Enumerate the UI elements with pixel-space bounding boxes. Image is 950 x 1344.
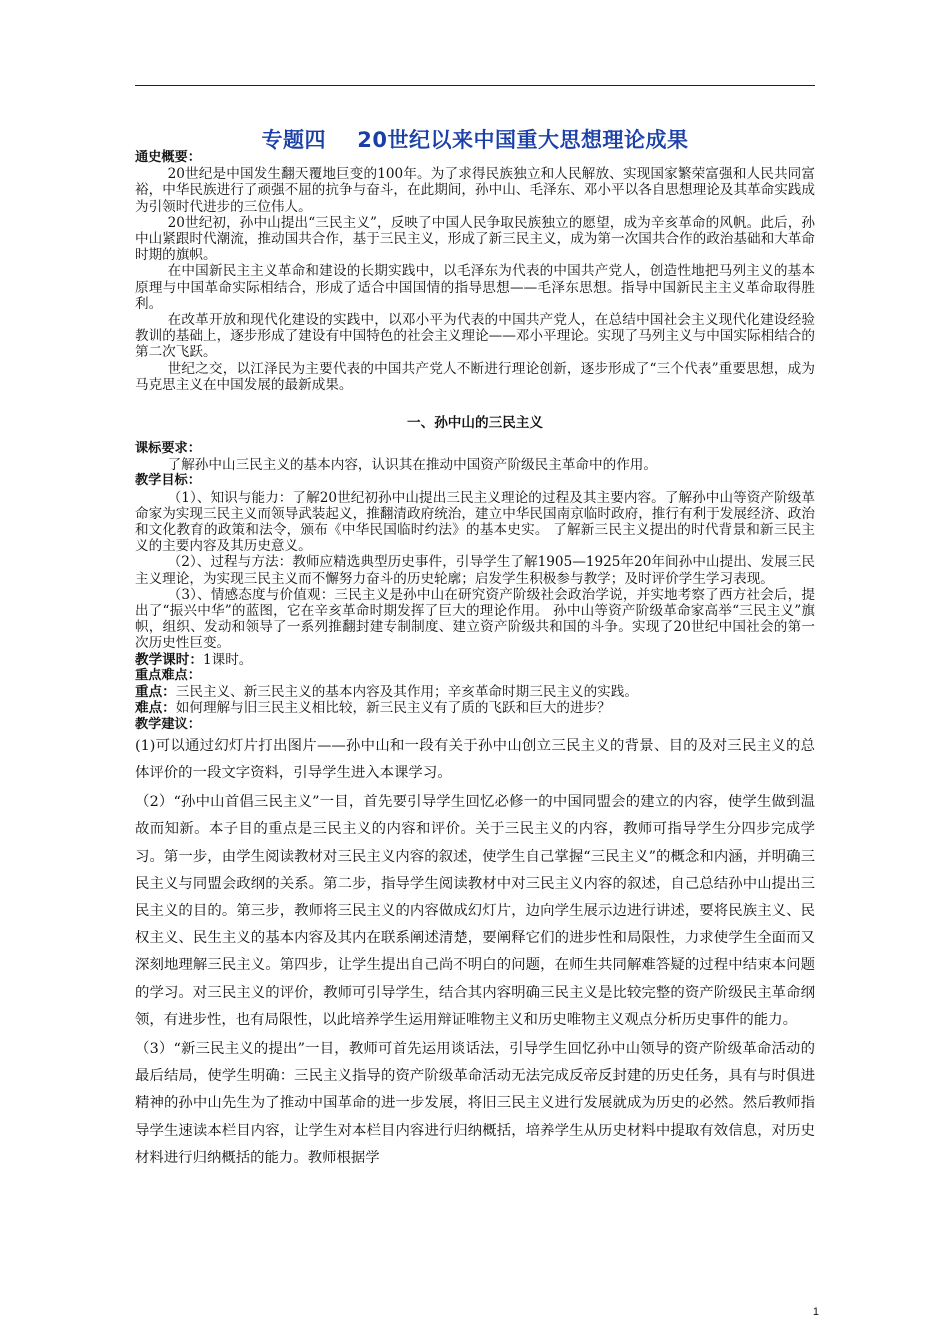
overview-paragraph: 20世纪是中国发生翻天覆地巨变的100年。为了求得民族独立和人民解放、实现国家繁荣富强和人民共同富裕，中华民族进行了顽强不屈的抗争与奋斗，在此期间，孙中山、毛泽东、邓小平以各自思想理论及其革命实践成为引领时代进步的三位伟人。: [135, 166, 815, 215]
header-rule: [135, 85, 815, 86]
key-point: [135, 684, 815, 700]
difficulty-text: 如何理解与旧三民主义相比较，新三民主义有了质的飞跃和巨大的进步？: [175, 700, 611, 717]
page-title: 专题四 20世纪以来中国重大思想理论成果: [261, 128, 689, 152]
suggestions-label: 教学建议：: [135, 716, 201, 732]
curriculum-section: [135, 457, 815, 473]
key-text: 三民主义、新三民主义的基本内容及其作用；辛亥革命时期三民主义的实践。: [175, 684, 638, 701]
suggestion-paragraph: (1)可以通过幻灯片打出图片——孙中山和一段有关于孙中山创立三民主义的背景、目的及对三民主义的总体评价的一段文字资料，引导学生进入本课学习。: [135, 737, 815, 781]
difficulty-label: 难点：: [135, 700, 176, 717]
goal-paragraph: （2）、过程与方法：教师应精选典型历史事件，引导学生了解1905—1925年20年间孙中山提出、发展三民主义理论，为实现三民主义而不懈努力奋斗的历史轮廓；启发学生积极参与教学；及时评价学生学习表现。: [135, 554, 815, 587]
document-body: [135, 150, 815, 1174]
goal-paragraph: （3）、情感态度与价值观：三民主义是孙中山在研究资产阶级社会政治学说，并实地考察了西方社会后，提出了“振兴中华”的蓝图，它在辛亥革命时期发挥了巨大的理论作用。 孙中山等资产阶级革命家高举“三民主义”旗帜，组织、发动和领导了一系列推翻封建专制制度、建立资产阶级共和国的斗争。实现了20世纪中国社会的第一次历史性巨变。: [135, 586, 815, 652]
suggestion-paragraph: （3）“新三民主义的提出”一目，教师可首先运用谈话法，引导学生回忆孙中山领导的资产阶级革命活动的最后结局，使学生明确：三民主义指导的资产阶级革命活动无法完成反帝反封建的历史任务，具有与时俱进精神的孙中山先生为了推动中国革命的进一步发展，将旧三民主义进行发展就成为历史的必然。然后教师指导学生速读本栏目内容，让学生对本栏目内容进行归纳概括，培养学生从历史材料中提取有效信息，对历史材料进行归纳概括的能力。教师根据学: [135, 1040, 815, 1166]
suggestions-section: [135, 733, 815, 1172]
hours-label: 教学课时：: [135, 651, 203, 668]
goals-label: 教学目标：: [135, 473, 201, 489]
difficulty-point: [135, 700, 815, 716]
hours-value: 1课时。: [202, 651, 253, 668]
curriculum-label: 课标要求：: [135, 441, 201, 457]
suggestion-paragraph: （2）“孙中山首倡三民主义”一目，首先要引导学生回忆必修一的中国同盟会的建立的内容，使学生做到温故而知新。本子目的重点是三民主义的内容和评价。关于三民主义的内容，教师可指导学生分四步完成学习。第一步，由学生阅读教材对三民主义内容的叙述，使学生自己掌握“三民主义”的概念和内涵，并明确三民主义与同盟会政纲的关系。第二步，指导学生阅读教材中对三民主义内容的叙述，自己总结孙中山提出三民主义的目的。第三步，教师将三民主义的内容做成幻灯片，边向学生展示边进行讲述，要将民族主义、民权主义、民生主义的基本内容及其内在联系阐述清楚，要阐释它们的进步性和局限性，力求使学生全面而又深刻地理解三民主义。第四步，让学生提出自己尚不明白的问题，在师生共同解难答疑的过程中结束本问题的学习。对三民主义的评价，教师可引导学生，结合其内容明确三民主义是比较完整的资产阶级民主革命纲领，有进步性，也有局限性，以此培养学生运用辩证唯物主义和历史唯物主义观点分析历史事件的能力。: [135, 794, 815, 1028]
class-hours: [135, 652, 815, 668]
overview-paragraph: 20世纪初，孙中山提出“三民主义”，反映了中国人民争取民族独立的愿望，成为辛亥革命的风帆。此后，孙中山紧跟时代潮流，推动国共合作，基于三民主义，形成了新三民主义，成为第一次国共合作的政治基础和大革命时期的旗帜。: [135, 214, 815, 264]
section-heading: 一、孙中山的三民主义: [407, 415, 543, 432]
curriculum-text: 了解孙中山三民主义的基本内容，认识其在推动中国资产阶级民主革命中的作用。: [167, 457, 657, 474]
keypoints-label: 重点难点：: [135, 667, 201, 683]
overview-section: [135, 166, 815, 393]
overview-label: 通史概要：: [135, 150, 201, 165]
overview-paragraph: 在中国新民主主义革命和建设的长期实践中，以毛泽东为代表的中国共产党人，创造性地把马列主义的基本原理与中国革命实际相结合，形成了适合中国国情的指导思想——毛泽东思想。指导中国新民主主义革命取得胜利。: [135, 263, 815, 312]
key-label: 重点：: [135, 684, 176, 701]
page-number: 1: [812, 1306, 819, 1318]
overview-paragraph: 在改革开放和现代化建设的实践中，以邓小平为代表的中国共产党人，在总结中国社会主义现代化建设经验教训的基础上，逐步形成了建设有中国特色的社会主义理论——邓小平理论。实现了马列主义与中国实际相结合的第二次飞跃。: [135, 312, 815, 361]
goal-paragraph: （1）、知识与能力：了解20世纪初孙中山提出三民主义理论的过程及其主要内容。了解孙中山等资产阶级革命家为实现三民主义而领导武装起义，推翻清政府统治，建立中华民国南京临时政府，推行有利于发展经济、政治和文化教育的政策和法令，颁布《中华民国临时约法》的基本史实。 了解新三民主义提出的时代背景和新三民主义的主要内容及其历史意义。: [135, 489, 815, 555]
overview-paragraph: 世纪之交，以江泽民为主要代表的中国共产党人不断进行理论创新，逐步形成了“三个代表”重要思想，成为马克思主义在中国发展的最新成果。: [135, 360, 815, 393]
goals-section: [135, 490, 815, 652]
